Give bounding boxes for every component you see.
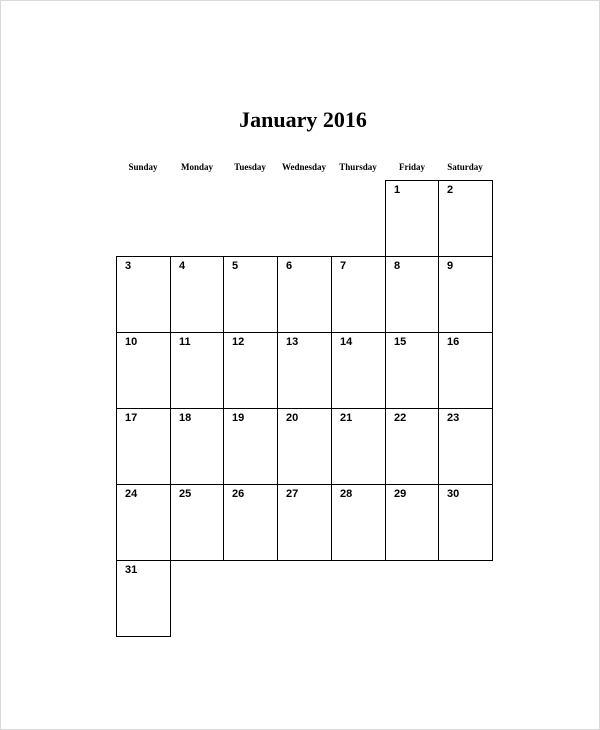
day-number: 14	[340, 336, 353, 348]
day-number: 11	[179, 336, 191, 348]
day-number: 12	[232, 336, 245, 348]
day-number: 3	[125, 260, 132, 272]
day-number: 31	[125, 564, 138, 576]
day-cell-4	[170, 256, 225, 333]
day-cell-1	[385, 180, 440, 257]
day-cell-13	[277, 332, 332, 409]
day-cell-6	[277, 256, 332, 333]
day-cell-9	[438, 256, 493, 333]
weekday-monday: Monday	[180, 162, 213, 172]
weekday-saturday: Saturday	[447, 162, 483, 172]
day-cell-16	[438, 332, 493, 409]
day-number: 21	[340, 412, 353, 424]
day-number: 7	[340, 260, 347, 272]
day-number: 28	[340, 488, 353, 500]
day-cell-28	[331, 484, 386, 561]
day-cell-25	[170, 484, 225, 561]
day-cell-12	[223, 332, 278, 409]
day-cell-11	[170, 332, 225, 409]
weekday-sunday: Sunday	[128, 162, 158, 172]
calendar-title: January 2016	[239, 107, 367, 132]
day-number: 5	[232, 260, 239, 272]
weekday-tuesday: Tuesday	[234, 162, 266, 172]
day-number: 2	[447, 184, 454, 196]
day-number: 20	[286, 412, 299, 424]
day-cell-23	[438, 408, 493, 485]
day-cell-15	[385, 332, 440, 409]
day-cell-21	[331, 408, 386, 485]
day-cell-7	[331, 256, 386, 333]
day-number: 19	[232, 412, 245, 424]
day-number: 9	[447, 260, 454, 272]
day-number: 26	[232, 488, 245, 500]
day-cell-3	[116, 256, 171, 333]
day-cell-19	[223, 408, 278, 485]
day-number: 10	[125, 336, 138, 348]
day-number: 24	[125, 488, 138, 500]
day-number: 15	[394, 336, 407, 348]
day-cell-26	[223, 484, 278, 561]
weekday-thursday: Thursday	[339, 162, 377, 172]
day-number: 30	[447, 488, 460, 500]
weekday-friday: Friday	[399, 162, 425, 172]
day-number: 16	[447, 336, 460, 348]
day-cell-14	[331, 332, 386, 409]
weekday-wednesday: Wednesday	[281, 162, 326, 172]
day-cell-27	[277, 484, 332, 561]
day-cell-8	[385, 256, 440, 333]
day-number: 27	[286, 488, 299, 500]
day-cell-31	[116, 560, 171, 637]
day-number: 4	[179, 260, 186, 272]
day-cell-29	[385, 484, 440, 561]
day-number: 25	[179, 488, 192, 500]
day-number: 1	[394, 184, 401, 196]
day-number: 13	[286, 336, 299, 348]
day-cell-30	[438, 484, 493, 561]
day-cell-22	[385, 408, 440, 485]
day-cell-5	[223, 256, 278, 333]
day-number: 17	[125, 412, 138, 424]
day-number: 29	[394, 488, 407, 500]
day-number: 23	[447, 412, 460, 424]
day-cell-20	[277, 408, 332, 485]
day-cell-10	[116, 332, 171, 409]
day-number: 6	[286, 260, 293, 272]
day-cell-2	[438, 180, 493, 257]
day-cell-18	[170, 408, 225, 485]
day-cell-17	[116, 408, 171, 485]
day-number: 8	[394, 260, 401, 272]
day-number: 22	[394, 412, 407, 424]
day-cell-24	[116, 484, 171, 561]
day-number: 18	[179, 412, 192, 424]
